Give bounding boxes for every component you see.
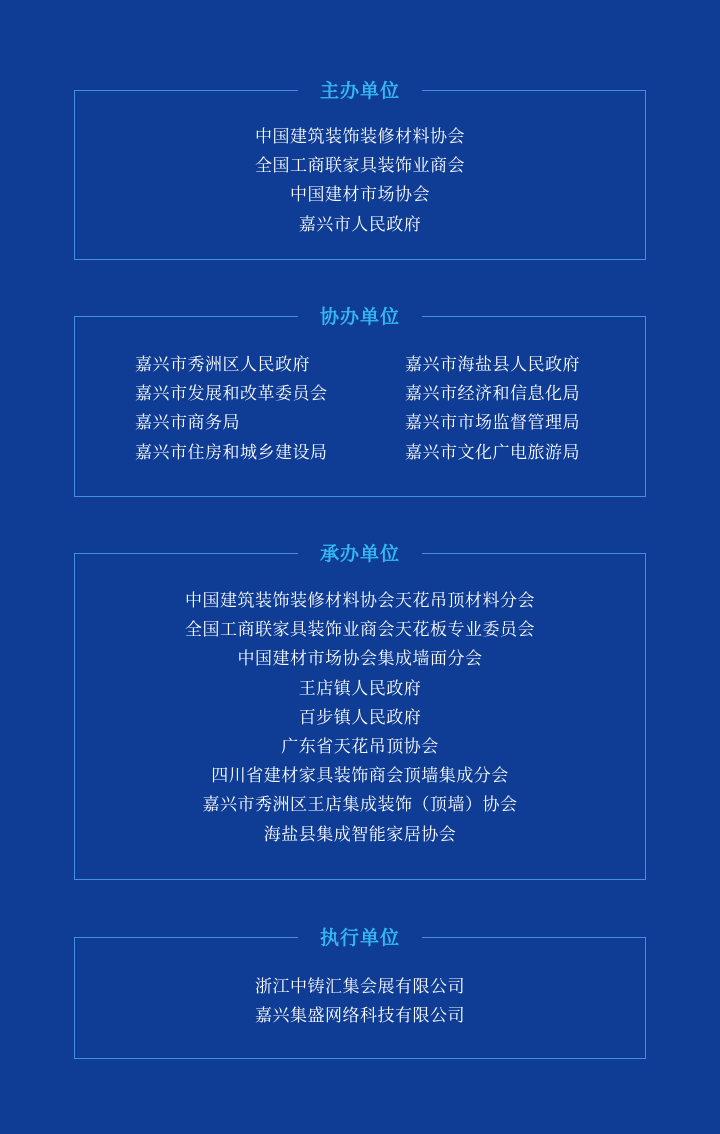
list-item: 嘉兴市秀洲区人民政府 xyxy=(135,355,310,375)
organizer-section xyxy=(74,543,646,880)
organizer-list xyxy=(75,587,645,850)
list-item: 嘉兴集盛网络科技有限公司 xyxy=(255,1006,465,1027)
list-item: 四川省建材家具装饰商会顶墙集成分会 xyxy=(211,766,509,787)
executor-section xyxy=(74,927,646,1059)
host-section xyxy=(74,80,646,260)
co-organizer-columns xyxy=(135,351,605,468)
list-item: 百步镇人民政府 xyxy=(298,707,422,728)
list-item: 中国建筑装饰装修材料协会天花吊顶材料分会 xyxy=(185,591,535,611)
list-item: 全国工商联家具装饰业商会天花板专业委员会 xyxy=(185,620,535,641)
list-item: 嘉兴市海盐县人民政府 xyxy=(405,355,580,375)
list-item: 嘉兴市发展和改革委员会 xyxy=(135,384,328,405)
co-organizer-left-column xyxy=(135,351,395,468)
list-item: 嘉兴市市场监督管理局 xyxy=(405,413,580,434)
list-item: 中国建材市场协会 xyxy=(290,185,430,206)
list-item: 嘉兴市经济和信息化局 xyxy=(405,384,580,405)
list-item: 嘉兴市秀洲区王店集成装饰（顶墙）协会 xyxy=(202,795,518,816)
list-item: 广东省天花吊顶协会 xyxy=(281,737,439,758)
list-item: 嘉兴市人民政府 xyxy=(298,214,422,235)
list-item: 王店镇人民政府 xyxy=(298,678,422,699)
organizer-section-title: 承办单位 xyxy=(298,541,422,567)
list-item: 浙江中铸汇集会展有限公司 xyxy=(255,977,465,997)
list-item: 中国建筑装饰装修材料协会 xyxy=(255,127,465,147)
list-item: 全国工商联家具装饰业商会 xyxy=(255,156,465,177)
executor-list xyxy=(75,973,645,1031)
executor-section-title: 执行单位 xyxy=(298,925,422,951)
co-organizer-right-column xyxy=(405,351,605,468)
list-item: 中国建材市场协会集成墙面分会 xyxy=(237,649,483,670)
list-item: 海盐县集成智能家居协会 xyxy=(263,824,457,845)
list-item: 嘉兴市住房和城乡建设局 xyxy=(135,442,328,463)
list-item: 嘉兴市文化广电旅游局 xyxy=(405,442,580,463)
list-item: 嘉兴市商务局 xyxy=(135,413,240,434)
co-organizer-section-title: 协办单位 xyxy=(298,304,422,330)
host-section-title: 主办单位 xyxy=(298,78,422,104)
host-list xyxy=(75,123,645,240)
co-organizer-section xyxy=(74,306,646,497)
